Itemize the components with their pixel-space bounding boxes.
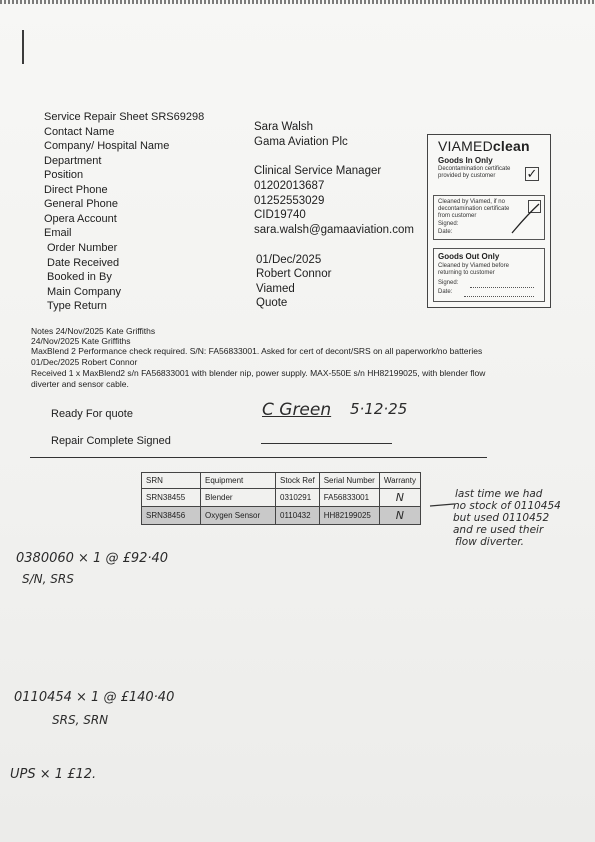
stamp-brand xyxy=(438,138,530,154)
hw-item-2-line2: SRS, SRN xyxy=(52,713,109,727)
out-date-line xyxy=(464,296,534,297)
ready-signature: C Green xyxy=(262,400,332,420)
stamp-cleaned-text: Cleaned by Viamed, if no decontamination certificate from customer xyxy=(438,199,510,219)
sheet-title: Service Repair Sheet SRS69298 xyxy=(44,111,205,123)
label-direct-phone: Direct Phone xyxy=(44,184,108,196)
value-contact-name: Sara Walsh xyxy=(254,121,314,133)
value-main-company: Viamed xyxy=(256,283,295,295)
note-line-4: and re used their xyxy=(453,524,544,536)
hw-item-1-line1: 0380060 × 1 @ £92·40 xyxy=(16,551,169,566)
cell-serial: FA56833001 xyxy=(319,489,379,507)
header-stock-ref: Stock Ref xyxy=(276,473,320,489)
stamp-out-text: Cleaned by Viamed before returning to customer xyxy=(438,263,509,276)
value-company: Gama Aviation Plc xyxy=(254,136,348,148)
table-row xyxy=(142,489,421,507)
cell-warranty: N xyxy=(379,489,420,507)
stamp-out-date-label: Date: xyxy=(438,289,453,295)
label-position: Position xyxy=(44,169,84,181)
repair-signature-line xyxy=(261,443,392,444)
note-line-2: no stock of 0110454 xyxy=(453,500,561,512)
header-serial-number: Serial Number xyxy=(319,473,379,489)
margin-mark xyxy=(22,30,24,64)
label-company: Company/ Hospital Name xyxy=(44,140,170,152)
header-warranty: Warranty xyxy=(379,473,420,489)
header-srn: SRN xyxy=(142,473,201,489)
label-type-return: Type Return xyxy=(47,300,107,312)
cell-warranty: N xyxy=(379,507,420,525)
value-email: sara.walsh@gamaaviation.com xyxy=(254,224,414,236)
stamp-signed-label: Signed: xyxy=(438,221,459,227)
note-line-1: last time we had xyxy=(455,488,543,500)
label-booked-in-by: Booked in By xyxy=(47,271,112,283)
cell-stock-ref: 0110432 xyxy=(276,507,320,525)
note-line-5: flow diverter. xyxy=(455,536,524,548)
srn-table xyxy=(141,472,421,525)
goods-out-panel xyxy=(433,248,545,302)
decon-check-mark: ✓ xyxy=(526,166,538,181)
section-divider xyxy=(30,457,487,458)
notes-line-4: 01/Dec/2025 Robert Connor xyxy=(31,357,138,367)
cell-stock-ref: 0310291 xyxy=(276,489,320,507)
value-general-phone: 01252553029 xyxy=(254,195,325,207)
value-type-return: Quote xyxy=(256,297,288,309)
value-date-received: 01/Dec/2025 xyxy=(256,254,322,266)
cell-equipment: Blender xyxy=(201,489,276,507)
notes-line-1: Notes 24/Nov/2025 Kate Griffiths xyxy=(31,326,156,336)
note-line-3: but used 0110452 xyxy=(453,512,550,524)
hw-item-1-line2: S/N, SRS xyxy=(22,572,74,586)
notes-line-5: Received 1 x MaxBlend2 s/n FA56833001 with blender nip, power supply. MAX-550E s/n HH82199025, with blender flow xyxy=(31,368,486,378)
notes-line-3: MaxBlend 2 Performance check required. S/N: FA56833001. Asked for cert of decont/SRS on all paperwork/no batteries xyxy=(31,346,483,356)
cell-srn: SRN38455 xyxy=(142,489,201,507)
value-opera-account: CID19740 xyxy=(254,209,306,221)
stamp-date-label: Date: xyxy=(438,229,453,235)
stamp-decon-text: Decontamination certificate provided by customer xyxy=(438,166,511,179)
table-header-row xyxy=(142,473,421,489)
notes-line-6: diverter and sensor cable. xyxy=(31,379,129,389)
label-contact-name: Contact Name xyxy=(44,126,115,138)
cleaned-panel xyxy=(433,195,545,240)
stamp-brand-main: VIAMED xyxy=(438,138,493,154)
notes-line-2: 24/Nov/2025 Kate Griffiths xyxy=(31,336,131,346)
stamp-goods-out: Goods Out Only xyxy=(438,252,500,261)
value-direct-phone: 01202013687 xyxy=(254,180,325,192)
note-pointer-line xyxy=(428,498,456,512)
header-equipment: Equipment xyxy=(201,473,276,489)
repair-complete-label: Repair Complete Signed xyxy=(51,435,171,447)
hw-item-3-line1: UPS × 1 £12. xyxy=(10,767,97,782)
hw-item-2-line1: 0110454 × 1 @ £140·40 xyxy=(14,690,175,705)
stamp-out-signed-label: Signed: xyxy=(438,280,459,286)
ready-for-quote-label: Ready For quote xyxy=(51,408,133,420)
label-main-company: Main Company xyxy=(47,286,121,298)
label-date-received: Date Received xyxy=(47,257,120,269)
stamp-goods-in: Goods In Only xyxy=(438,156,493,165)
value-position: Clinical Service Manager xyxy=(254,165,382,177)
decon-checkbox xyxy=(525,167,539,181)
value-booked-in-by: Robert Connor xyxy=(256,268,332,280)
out-signed-line xyxy=(470,287,534,288)
viamed-clean-stamp xyxy=(427,134,551,308)
label-department: Department xyxy=(44,155,102,167)
cell-equipment: Oxygen Sensor xyxy=(201,507,276,525)
label-general-phone: General Phone xyxy=(44,198,118,210)
table-row xyxy=(142,507,421,525)
cell-serial: HH82199025 xyxy=(319,507,379,525)
label-email: Email xyxy=(44,227,72,239)
label-opera-account: Opera Account xyxy=(44,213,117,225)
cell-srn: SRN38456 xyxy=(142,507,201,525)
stamp-signature-stroke xyxy=(508,202,544,236)
stamp-brand-accent: clean xyxy=(492,138,530,154)
ready-date: 5·12·25 xyxy=(350,400,408,418)
scan-edge xyxy=(0,0,595,4)
label-order-number: Order Number xyxy=(47,242,118,254)
